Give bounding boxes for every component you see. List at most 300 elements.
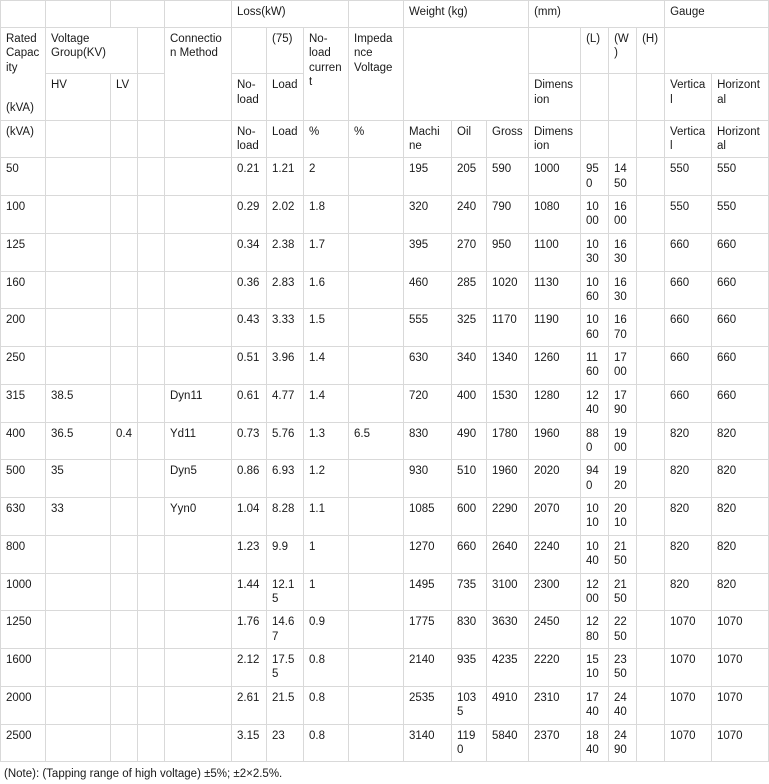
cell-gross: 4910 — [487, 686, 529, 724]
header-mm-group: (mm) — [529, 1, 665, 28]
cell-kva: 50 — [1, 158, 46, 196]
cell-horizontal: 1070 — [712, 611, 769, 649]
cell-horizontal: 550 — [712, 196, 769, 234]
table-row — [1, 649, 769, 687]
cell-kva: 800 — [1, 535, 46, 573]
cell-lv — [111, 724, 138, 762]
cell-load: 9.9 — [267, 535, 304, 573]
spacer-cell — [637, 535, 665, 573]
header-dim-w — [609, 120, 637, 158]
cell-height: 2150 — [609, 573, 637, 611]
spacer-cell — [637, 233, 665, 271]
cell-impedance — [349, 158, 404, 196]
cell-oil: 285 — [452, 271, 487, 309]
header-loss-nl-blank — [232, 28, 267, 74]
cell-machine: 555 — [404, 309, 452, 347]
cell-width: 1740 — [581, 686, 609, 724]
header-no-load: No-load — [232, 74, 267, 120]
cell-connection — [165, 196, 232, 234]
cell-hv — [46, 347, 111, 385]
header-gauge-blank — [665, 28, 769, 74]
header-dim-l-blank — [581, 74, 609, 120]
cell-hv: 36.5 — [46, 422, 111, 460]
cell-width: 1280 — [581, 611, 609, 649]
cell-width: 1200 — [581, 573, 609, 611]
cell-lv — [111, 498, 138, 536]
cell-lv — [111, 309, 138, 347]
header-weight-group: Weight (kg) — [404, 1, 529, 28]
cell-gross: 1960 — [487, 460, 529, 498]
header-kva-unit: (kVA) — [6, 102, 34, 115]
cell-horizontal: 820 — [712, 498, 769, 536]
cell-width: 1060 — [581, 309, 609, 347]
cell-kva: 315 — [1, 384, 46, 422]
cell-gross: 790 — [487, 196, 529, 234]
cell-machine: 460 — [404, 271, 452, 309]
header-lv: LV — [111, 74, 138, 120]
cell-gross: 1020 — [487, 271, 529, 309]
cell-connection — [165, 347, 232, 385]
cell-connection — [165, 573, 232, 611]
header-rated-capacity — [1, 28, 46, 121]
cell-no-load: 2.61 — [232, 686, 267, 724]
cell-no-load: 3.15 — [232, 724, 267, 762]
cell-no-load: 0.34 — [232, 233, 267, 271]
cell-vertical: 1070 — [665, 611, 712, 649]
cell-length: 1280 — [529, 384, 581, 422]
cell-no-load-current: 1.4 — [304, 347, 349, 385]
cell-height: 2440 — [609, 686, 637, 724]
cell-oil: 1035 — [452, 686, 487, 724]
cell-length: 2220 — [529, 649, 581, 687]
cell-vertical: 820 — [665, 460, 712, 498]
cell-oil: 490 — [452, 422, 487, 460]
cell-horizontal: 820 — [712, 422, 769, 460]
cell-length: 1000 — [529, 158, 581, 196]
cell-connection: Yd11 — [165, 422, 232, 460]
cell-vertical: 660 — [665, 309, 712, 347]
header-horizontal: Horizontal — [712, 74, 769, 120]
cell-width: 880 — [581, 422, 609, 460]
spacer-cell — [637, 611, 665, 649]
cell-horizontal: 1070 — [712, 649, 769, 687]
cell-gross: 1780 — [487, 422, 529, 460]
table-row — [1, 271, 769, 309]
header-vertical-cell: Vertical — [665, 120, 712, 158]
header-group-row — [1, 1, 769, 28]
cell-vertical: 820 — [665, 573, 712, 611]
table-row — [1, 573, 769, 611]
cell-lv — [111, 233, 138, 271]
cell-load: 17.55 — [267, 649, 304, 687]
header-load-cell: Load — [267, 120, 304, 158]
cell-impedance — [349, 384, 404, 422]
cell-impedance — [349, 233, 404, 271]
cell-gross: 1170 — [487, 309, 529, 347]
cell-gross: 1530 — [487, 384, 529, 422]
cell-horizontal: 660 — [712, 271, 769, 309]
cell-height: 1670 — [609, 309, 637, 347]
cell-kva: 250 — [1, 347, 46, 385]
cell-vertical: 550 — [665, 196, 712, 234]
cell-length: 1190 — [529, 309, 581, 347]
cell-hv: 38.5 — [46, 384, 111, 422]
cell-gross: 950 — [487, 233, 529, 271]
cell-oil: 270 — [452, 233, 487, 271]
cell-oil: 830 — [452, 611, 487, 649]
cell-vertical: 820 — [665, 422, 712, 460]
cell-width: 1240 — [581, 384, 609, 422]
cell-horizontal: 820 — [712, 460, 769, 498]
cell-machine: 195 — [404, 158, 452, 196]
cell-machine: 3140 — [404, 724, 452, 762]
cell-oil: 735 — [452, 573, 487, 611]
cell-oil: 660 — [452, 535, 487, 573]
cell-no-load-current: 0.9 — [304, 611, 349, 649]
cell-kva: 2500 — [1, 724, 46, 762]
cell-height: 1600 — [609, 196, 637, 234]
header-kva-unit-cell: (kVA) — [1, 120, 46, 158]
spacer-cell — [138, 724, 165, 762]
cell-width: 1000 — [581, 196, 609, 234]
table-row — [1, 309, 769, 347]
cell-no-load: 0.29 — [232, 196, 267, 234]
header-connection-method: Connection Method — [165, 28, 232, 121]
cell-height: 2490 — [609, 724, 637, 762]
cell-hv — [46, 686, 111, 724]
header-width: (W) — [609, 28, 637, 74]
header-length: (L) — [581, 28, 609, 74]
cell-kva: 630 — [1, 498, 46, 536]
cell-length: 1960 — [529, 422, 581, 460]
table-row — [1, 460, 769, 498]
table-row — [1, 347, 769, 385]
cell-hv — [46, 724, 111, 762]
cell-width: 1010 — [581, 498, 609, 536]
cell-no-load: 0.86 — [232, 460, 267, 498]
cell-vertical: 820 — [665, 498, 712, 536]
cell-width: 1160 — [581, 347, 609, 385]
cell-no-load: 0.21 — [232, 158, 267, 196]
header-gauge-group: Gauge — [665, 1, 769, 28]
cell-no-load: 1.44 — [232, 573, 267, 611]
cell-length: 1100 — [529, 233, 581, 271]
cell-impedance: 6.5 — [349, 422, 404, 460]
cell-impedance — [349, 309, 404, 347]
cell-connection: Yyn0 — [165, 498, 232, 536]
header-oil: Oil — [452, 120, 487, 158]
cell-load: 6.93 — [267, 460, 304, 498]
cell-height: 1450 — [609, 158, 637, 196]
cell-lv — [111, 573, 138, 611]
header-load: Load — [267, 74, 304, 120]
spacer-cell — [138, 347, 165, 385]
cell-height: 1700 — [609, 347, 637, 385]
cell-connection — [165, 158, 232, 196]
cell-horizontal: 660 — [712, 233, 769, 271]
cell-oil: 325 — [452, 309, 487, 347]
cell-load: 2.83 — [267, 271, 304, 309]
cell-impedance — [349, 573, 404, 611]
cell-hv — [46, 535, 111, 573]
table-row — [1, 686, 769, 724]
spacer-cell — [404, 28, 529, 121]
spacer-cell — [637, 347, 665, 385]
header-dim-h — [637, 120, 665, 158]
cell-kva: 160 — [1, 271, 46, 309]
cell-impedance — [349, 271, 404, 309]
cell-oil: 340 — [452, 347, 487, 385]
cell-hv — [46, 271, 111, 309]
header-machine: Machine — [404, 120, 452, 158]
spacer-cell — [138, 120, 165, 158]
cell-no-load-current: 0.8 — [304, 649, 349, 687]
cell-machine: 630 — [404, 347, 452, 385]
spacer-cell — [138, 28, 165, 74]
cell-no-load-current: 1.1 — [304, 498, 349, 536]
cell-length: 1260 — [529, 347, 581, 385]
cell-connection — [165, 686, 232, 724]
cell-hv — [46, 611, 111, 649]
cell-vertical: 660 — [665, 233, 712, 271]
cell-no-load: 1.23 — [232, 535, 267, 573]
spacer-cell — [138, 573, 165, 611]
transformer-spec-data-table — [0, 120, 769, 763]
cell-machine: 1270 — [404, 535, 452, 573]
cell-width: 940 — [581, 460, 609, 498]
cell-oil: 1190 — [452, 724, 487, 762]
cell-lv — [111, 460, 138, 498]
cell-machine: 1775 — [404, 611, 452, 649]
header-hv: HV — [46, 74, 111, 120]
cell-impedance — [349, 196, 404, 234]
cell-impedance — [349, 611, 404, 649]
header-conn-unit-cell — [165, 120, 232, 158]
cell-connection — [165, 535, 232, 573]
cell-vertical: 660 — [665, 347, 712, 385]
cell-kva: 1000 — [1, 573, 46, 611]
cell-impedance — [349, 686, 404, 724]
header-dim-blank — [529, 28, 581, 74]
cell-load: 1.21 — [267, 158, 304, 196]
cell-no-load-current: 1 — [304, 573, 349, 611]
cell-height: 2250 — [609, 611, 637, 649]
cell-horizontal: 550 — [712, 158, 769, 196]
cell-length: 2370 — [529, 724, 581, 762]
cell-no-load: 0.36 — [232, 271, 267, 309]
cell-length: 2450 — [529, 611, 581, 649]
cell-vertical: 1070 — [665, 724, 712, 762]
data-table-body — [1, 120, 769, 762]
cell-length: 2310 — [529, 686, 581, 724]
header-dim-w-blank — [609, 74, 637, 120]
cell-machine: 830 — [404, 422, 452, 460]
header-loss-75: (75) — [267, 28, 304, 74]
cell-width: 1840 — [581, 724, 609, 762]
cell-vertical: 820 — [665, 535, 712, 573]
table-row — [1, 422, 769, 460]
cell-no-load: 2.12 — [232, 649, 267, 687]
table-row — [1, 611, 769, 649]
cell-no-load: 1.04 — [232, 498, 267, 536]
cell-hv — [46, 649, 111, 687]
spacer-cell — [1, 1, 46, 28]
table-row — [1, 233, 769, 271]
spacer-cell — [138, 158, 165, 196]
header-dim-l — [581, 120, 609, 158]
header-impedance-percent: % — [349, 120, 404, 158]
cell-no-load-current: 1.4 — [304, 384, 349, 422]
header-no-load-current: No-load current — [304, 28, 349, 121]
spacer-cell — [637, 271, 665, 309]
spacer-cell — [637, 196, 665, 234]
header-vertical: Vertical — [665, 74, 712, 120]
cell-length: 2240 — [529, 535, 581, 573]
table-row — [1, 196, 769, 234]
cell-kva: 1600 — [1, 649, 46, 687]
spacer-cell — [138, 271, 165, 309]
header-main-row — [1, 28, 769, 74]
cell-load: 3.33 — [267, 309, 304, 347]
cell-load: 3.96 — [267, 347, 304, 385]
cell-machine: 1085 — [404, 498, 452, 536]
cell-vertical: 550 — [665, 158, 712, 196]
cell-no-load: 0.73 — [232, 422, 267, 460]
cell-machine: 395 — [404, 233, 452, 271]
spacer-cell — [138, 535, 165, 573]
cell-load: 23 — [267, 724, 304, 762]
table-row — [1, 535, 769, 573]
table-row — [1, 158, 769, 196]
cell-lv — [111, 196, 138, 234]
spacer-cell — [138, 74, 165, 120]
cell-gross: 2640 — [487, 535, 529, 573]
spacer-cell — [138, 611, 165, 649]
header-loss-group: Loss(kW) — [232, 1, 349, 28]
cell-lv — [111, 347, 138, 385]
spacer-cell — [349, 1, 404, 28]
cell-impedance — [349, 460, 404, 498]
cell-gross: 4235 — [487, 649, 529, 687]
cell-hv — [46, 233, 111, 271]
spacer-cell — [138, 196, 165, 234]
header-impedance-voltage: Impedance Voltage — [349, 28, 404, 121]
cell-no-load-current: 0.8 — [304, 686, 349, 724]
header-horizontal-cell: Horizontal — [712, 120, 769, 158]
cell-gross: 1340 — [487, 347, 529, 385]
cell-no-load-current: 1.6 — [304, 271, 349, 309]
cell-kva: 500 — [1, 460, 46, 498]
cell-connection — [165, 233, 232, 271]
cell-connection — [165, 649, 232, 687]
cell-hv — [46, 573, 111, 611]
cell-height: 1900 — [609, 422, 637, 460]
cell-lv — [111, 686, 138, 724]
cell-load: 14.67 — [267, 611, 304, 649]
cell-width: 1040 — [581, 535, 609, 573]
table-note: (Note): (Tapping range of high voltage) ±5%; ±2×2.5%. — [4, 768, 283, 781]
cell-no-load: 0.61 — [232, 384, 267, 422]
cell-load: 8.28 — [267, 498, 304, 536]
cell-lv — [111, 611, 138, 649]
cell-connection — [165, 271, 232, 309]
cell-machine: 2140 — [404, 649, 452, 687]
cell-height: 1790 — [609, 384, 637, 422]
cell-length: 1080 — [529, 196, 581, 234]
cell-kva: 1250 — [1, 611, 46, 649]
cell-oil: 600 — [452, 498, 487, 536]
cell-machine: 320 — [404, 196, 452, 234]
cell-impedance — [349, 535, 404, 573]
cell-lv: 0.4 — [111, 422, 138, 460]
cell-vertical: 660 — [665, 384, 712, 422]
spacer-cell — [138, 233, 165, 271]
transformer-spec-table — [0, 0, 769, 121]
cell-impedance — [349, 724, 404, 762]
cell-kva: 125 — [1, 233, 46, 271]
cell-height: 1630 — [609, 233, 637, 271]
cell-no-load-current: 0.8 — [304, 724, 349, 762]
cell-load: 2.38 — [267, 233, 304, 271]
table-row — [1, 498, 769, 536]
cell-no-load-current: 1.5 — [304, 309, 349, 347]
cell-connection — [165, 309, 232, 347]
cell-machine: 2535 — [404, 686, 452, 724]
cell-kva: 100 — [1, 196, 46, 234]
header-units-row — [1, 120, 769, 158]
cell-hv: 33 — [46, 498, 111, 536]
cell-load: 12.15 — [267, 573, 304, 611]
cell-impedance — [349, 649, 404, 687]
cell-lv — [111, 271, 138, 309]
cell-connection: Dyn11 — [165, 384, 232, 422]
table-body — [1, 1, 769, 121]
cell-gross: 3630 — [487, 611, 529, 649]
cell-lv — [111, 649, 138, 687]
header-no-load-cell: No-load — [232, 120, 267, 158]
cell-horizontal: 820 — [712, 535, 769, 573]
spacer-cell — [637, 686, 665, 724]
cell-height: 1630 — [609, 271, 637, 309]
cell-length: 2070 — [529, 498, 581, 536]
cell-width: 950 — [581, 158, 609, 196]
cell-gross: 590 — [487, 158, 529, 196]
header-dimension: Dimension — [529, 120, 581, 158]
spacer-cell — [138, 649, 165, 687]
spacer-cell — [637, 384, 665, 422]
header-gross: Gross — [487, 120, 529, 158]
cell-horizontal: 1070 — [712, 686, 769, 724]
cell-horizontal: 660 — [712, 384, 769, 422]
cell-width: 1060 — [581, 271, 609, 309]
spacer-cell — [138, 422, 165, 460]
cell-horizontal: 660 — [712, 309, 769, 347]
cell-load: 2.02 — [267, 196, 304, 234]
cell-no-load: 1.76 — [232, 611, 267, 649]
spacer-cell — [637, 158, 665, 196]
header-nl-current-percent: % — [304, 120, 349, 158]
cell-oil: 205 — [452, 158, 487, 196]
cell-gross: 2290 — [487, 498, 529, 536]
cell-oil: 510 — [452, 460, 487, 498]
cell-no-load-current: 1.2 — [304, 460, 349, 498]
cell-lv — [111, 158, 138, 196]
cell-length: 1130 — [529, 271, 581, 309]
cell-hv — [46, 196, 111, 234]
cell-hv — [46, 309, 111, 347]
cell-no-load-current: 1.3 — [304, 422, 349, 460]
spacer-cell — [637, 649, 665, 687]
